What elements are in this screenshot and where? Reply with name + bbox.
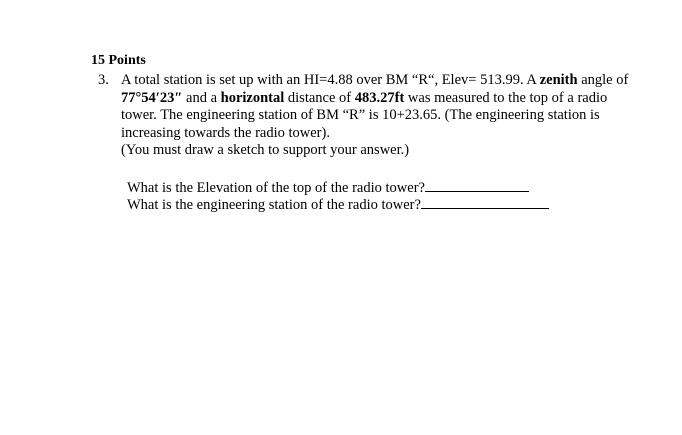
zenith-term: zenith [539,72,578,88]
question-number: 3. [98,72,109,88]
points-heading: 15 Points [91,53,146,68]
question-text-part: and a [182,89,221,106]
question-text-part: distance of [284,89,355,106]
answer-blank-station[interactable] [421,195,549,209]
sub-question-text: What is the engineering station of the radio tower? [127,197,421,213]
question-text [121,72,635,160]
question-text-part: A total station is set up with an HI=4.88 over BM “R“, Elev= 513.99. A [121,72,540,88]
answer-blank-elevation[interactable] [425,178,529,192]
question-text-part: angle of [577,72,629,88]
horizontal-distance-value: 483.27ft [354,89,405,106]
horizontal-term: horizontal [220,89,285,106]
zenith-angle-value: 77°54′23″ [121,89,183,106]
sub-question-station [127,195,549,214]
sub-question-text: What is the Elevation of the top of the radio tower? [127,180,425,196]
question-text-part: was measured to the top of a radio tower. The engineering station of BM “R” is 10+23.65. (The engineering station is increasing towards the radio tower). [121,89,608,141]
sketch-note: (You must draw a sketch to support your answer.) [121,142,410,158]
